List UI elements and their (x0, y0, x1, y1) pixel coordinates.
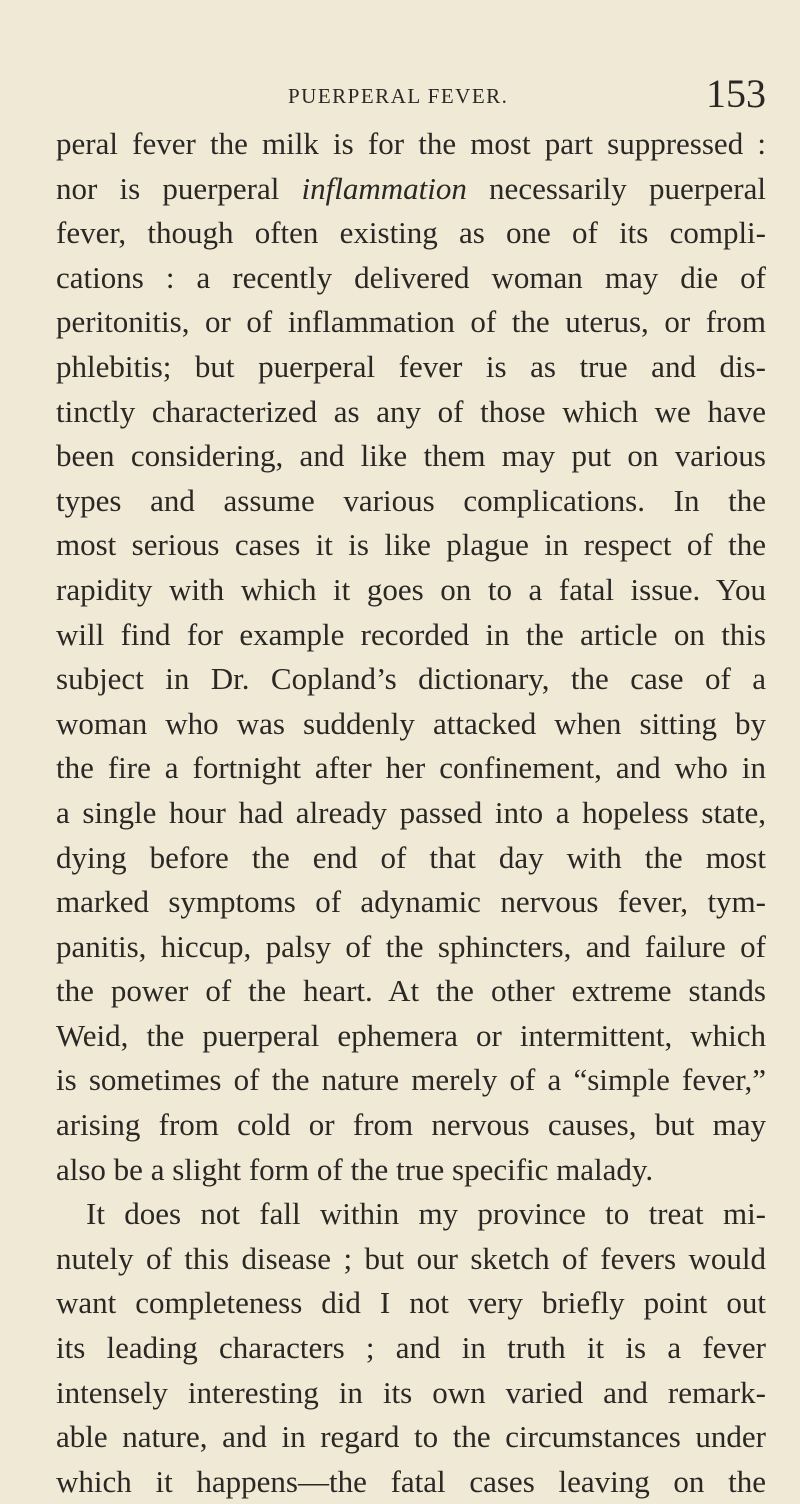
text-line: It does not fall within my province to treat mi- (86, 1196, 766, 1232)
text-line: dying before the end of that day with the most (56, 839, 766, 875)
page-header (56, 70, 766, 118)
text-line: rapidity with which it goes on to a fatal issue. You (56, 571, 766, 607)
text-line: arising from cold or from nervous causes, but may (56, 1107, 766, 1143)
text-line: most serious cases it is like plague in respect of the (56, 527, 766, 563)
text-line: been considering, and like them may put on various (56, 438, 766, 474)
text-line: nutely of this disease ; but our sketch of fevers would (56, 1240, 766, 1276)
text-line: peral fever the milk is for the most part suppressed : (56, 126, 766, 161)
text-line: woman who was suddenly attacked when sitting by (56, 705, 766, 741)
text-segment: necessarily puerperal (466, 170, 766, 206)
text-line: able nature, and in regard to the circumstances under (56, 1419, 766, 1455)
text-line: Weid, the puerperal ephemera or intermittent, which (56, 1017, 766, 1053)
text-line: fever, though often existing as one of its compli- (56, 215, 766, 251)
text-line: phlebitis; but puerperal fever is as true and dis- (56, 348, 766, 384)
text-line (56, 167, 766, 212)
text-line: want completeness did I not very briefly point out (56, 1285, 766, 1321)
running-head: PUERPERAL FEVER. (288, 84, 509, 108)
body-text (56, 122, 766, 1504)
text-line: its leading characters ; and in truth it is a fever (56, 1330, 766, 1366)
page-number: 153 (706, 71, 766, 116)
text-line: a single hour had already passed into a hopeless state, (56, 794, 766, 830)
text-line: intensely interesting in its own varied and remark- (56, 1374, 766, 1410)
text-line: will find for example recorded in the article on this (56, 616, 766, 652)
text-line: is sometimes of the nature merely of a “simple fever,” (56, 1062, 766, 1098)
italic-term: inflammation (301, 170, 467, 206)
text-line: types and assume various complications. In the (56, 482, 766, 518)
text-line: panitis, hiccup, palsy of the sphincters, and failure of (56, 928, 766, 964)
text-segment: nor is puerperal (56, 170, 302, 206)
text-line: tinctly characterized as any of those which we have (56, 393, 766, 429)
text-line: the fire a fortnight after her confinement, and who in (56, 750, 766, 786)
text-line: also be a slight form of the true specific malady. (56, 1151, 654, 1187)
text-line: marked symptoms of adynamic nervous fever, tym- (56, 884, 766, 920)
text-line: subject in Dr. Copland’s dictionary, the case of a (56, 661, 766, 697)
text-line: the power of the heart. At the other extreme stands (56, 973, 766, 1009)
text-line: cations : a recently delivered woman may die of (56, 259, 766, 295)
text-line: peritonitis, or of inflammation of the uterus, or from (56, 304, 766, 340)
text-line: which it happens—the fatal cases leaving on the (56, 1463, 766, 1499)
